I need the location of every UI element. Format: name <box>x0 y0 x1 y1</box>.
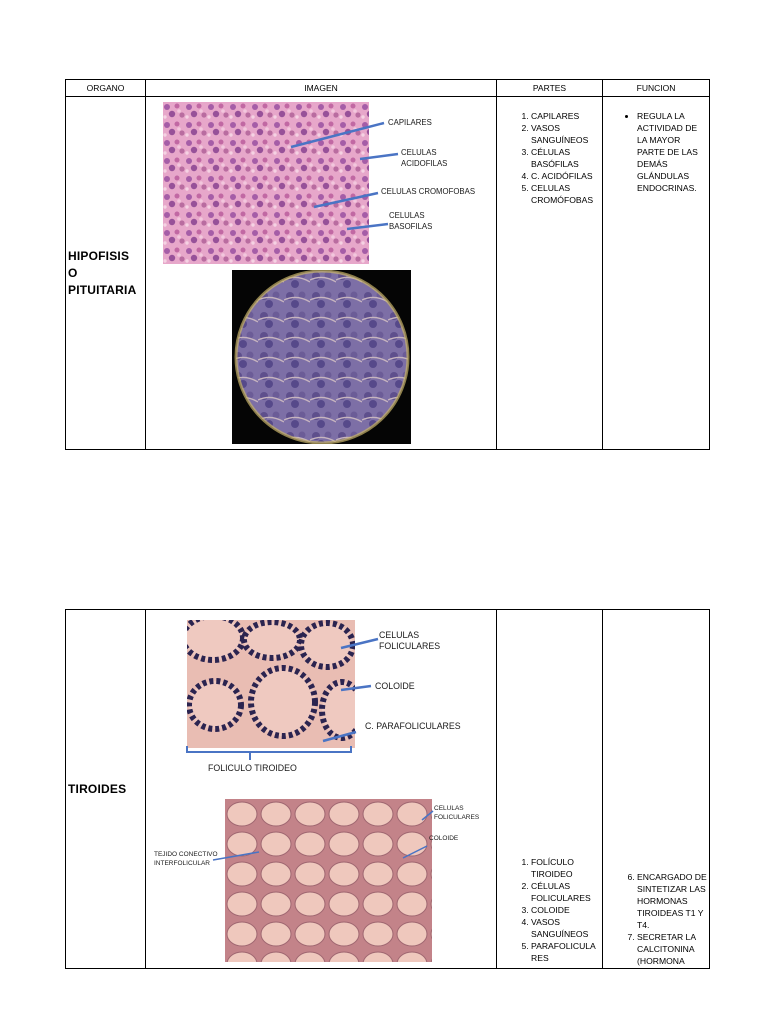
label-foliculares: FOLICULARES <box>379 641 441 651</box>
function-item: 7. SECRETAR LA CALCITONINA (HORMONA <box>637 931 709 967</box>
organ-name-line: O <box>68 265 78 280</box>
image-cell <box>146 97 497 450</box>
label-coloide: COLOIDE <box>375 681 415 691</box>
header-parts: PARTES <box>497 80 603 97</box>
organ-table-thyroid <box>65 609 710 969</box>
part-item: 3. COLOIDE <box>531 904 602 916</box>
organ-table-pituitary <box>65 79 710 450</box>
function-item: • REGULA LA ACTIVIDAD DE LA MAYOR PARTE DE LAS DEMÁS GLÁNDULAS ENDOCRINAS. <box>637 110 709 194</box>
part-item: 1. FOLÍCULO TIROIDEO <box>531 856 602 880</box>
part-item: 4. VASOS SANGUÍNEOS <box>531 916 602 940</box>
header-function: FUNCION <box>603 80 710 97</box>
label-parafoliculares: C. PARAFOLICULARES <box>365 721 461 731</box>
parts-cell <box>497 610 603 969</box>
image-cell <box>146 610 497 969</box>
label-interfolicular: INTERFOLICULAR <box>154 860 210 867</box>
part-item: 1. CAPILARES <box>531 110 602 122</box>
organ-name-line: HIPOFISIS <box>68 248 130 263</box>
label-celulas: CELULAS <box>379 630 420 640</box>
label-cromofobas: CELULAS CROMOFOBAS <box>381 187 476 196</box>
pituitary-microscope-image <box>232 270 411 444</box>
label-coloide: COLOIDE <box>429 835 459 842</box>
label-basofilas: BASOFILAS <box>389 222 433 231</box>
label-tejido-conectivo: TEJIDO CONECTIVO <box>154 851 218 858</box>
label-celulas: CELULAS <box>434 805 464 812</box>
part-item: 2. CÉLULAS FOLICULARES <box>531 880 602 904</box>
function-cell <box>603 97 710 450</box>
part-item: 4. C. ACIDÓFILAS <box>531 170 602 182</box>
label-celulas: CELULAS <box>401 148 437 157</box>
part-item: 3. CÉLULAS BASÓFILAS <box>531 146 602 170</box>
function-item: 6. ENCARGADO DE SINTETIZAR LAS HORMONAS TIROIDEAS T1 Y T4. <box>637 871 709 931</box>
header-image: IMAGEN <box>146 80 497 97</box>
label-capilares: CAPILARES <box>388 118 432 127</box>
label-foliculares: FOLICULARES <box>434 814 480 821</box>
function-cell <box>603 610 710 969</box>
part-item: 5. CELULAS CROMÓFOBAS <box>531 182 602 206</box>
header-organ: ORGANO <box>66 80 146 97</box>
part-item: 2. VASOS SANGUÍNEOS <box>531 122 602 146</box>
label-acidofilas: ACIDOFILAS <box>401 159 448 168</box>
part-item: 5. PARAFOLICULA RES <box>531 940 602 964</box>
organ-name-line: PITUITARIA <box>68 282 137 297</box>
organ-name <box>66 610 146 969</box>
label-celulas: CELULAS <box>389 211 425 220</box>
organ-name-line: TIROIDES <box>68 781 127 796</box>
parts-cell <box>497 97 603 450</box>
label-foliculo-tiroideo: FOLICULO TIROIDEO <box>208 763 297 773</box>
label-pointer-lines <box>146 610 497 968</box>
organ-name <box>66 97 146 450</box>
